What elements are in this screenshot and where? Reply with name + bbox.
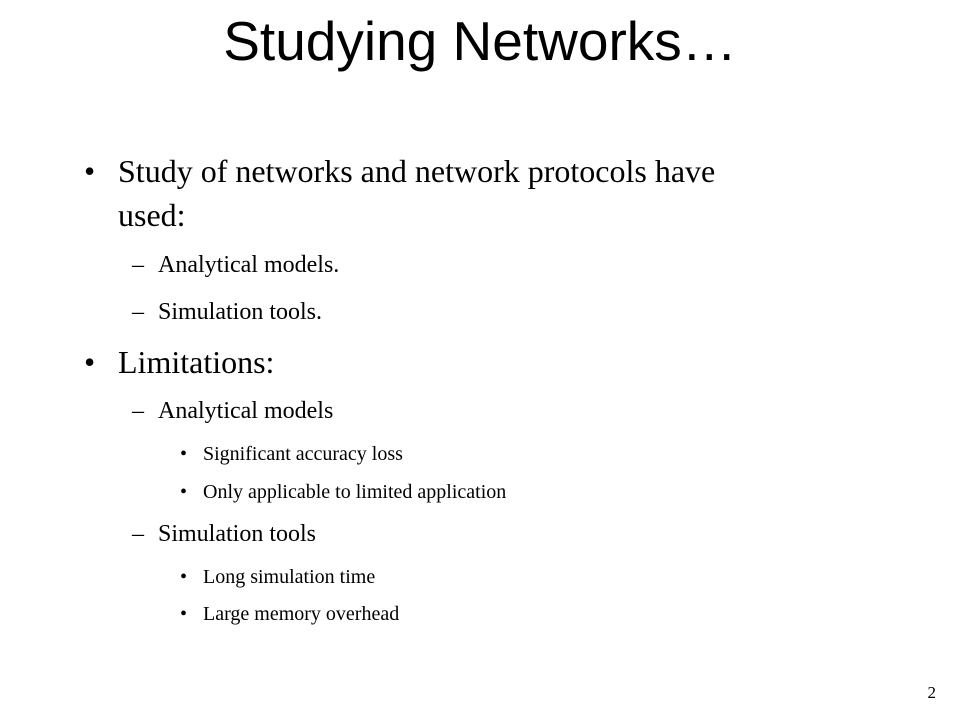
bullet-text: Study of networks and network protocols have: [118, 153, 716, 189]
page-number: 2: [927, 683, 936, 702]
bullet-text-continued: used:: [118, 197, 186, 233]
point-text: Long simulation time: [203, 566, 376, 588]
bullet-small-dot: •: [180, 481, 188, 503]
bullet-dash: –: [132, 398, 144, 424]
bullet-dot: •: [84, 153, 96, 189]
sub-bullet-text: Simulation tools.: [158, 299, 323, 325]
bullet-dash: –: [132, 252, 144, 278]
point-text: Significant accuracy loss: [203, 443, 403, 465]
point-text: Large memory overhead: [203, 603, 400, 625]
bullet-dash: –: [132, 521, 144, 547]
sub-bullet-text: Analytical models.: [158, 252, 340, 278]
bullet-small-dot: •: [180, 566, 188, 588]
bullet-small-dot: •: [180, 603, 188, 625]
bullet-dot: •: [84, 344, 96, 380]
sub-bullet-text: Simulation tools: [158, 521, 317, 547]
sub-bullet-text: Analytical models: [158, 398, 334, 424]
bullet-dash: –: [132, 299, 144, 325]
bullet-text: Limitations:: [118, 344, 275, 380]
bullet-small-dot: •: [180, 443, 188, 465]
slide-title: Studying Networks…: [223, 10, 737, 72]
point-text: Only applicable to limited application: [203, 481, 507, 503]
